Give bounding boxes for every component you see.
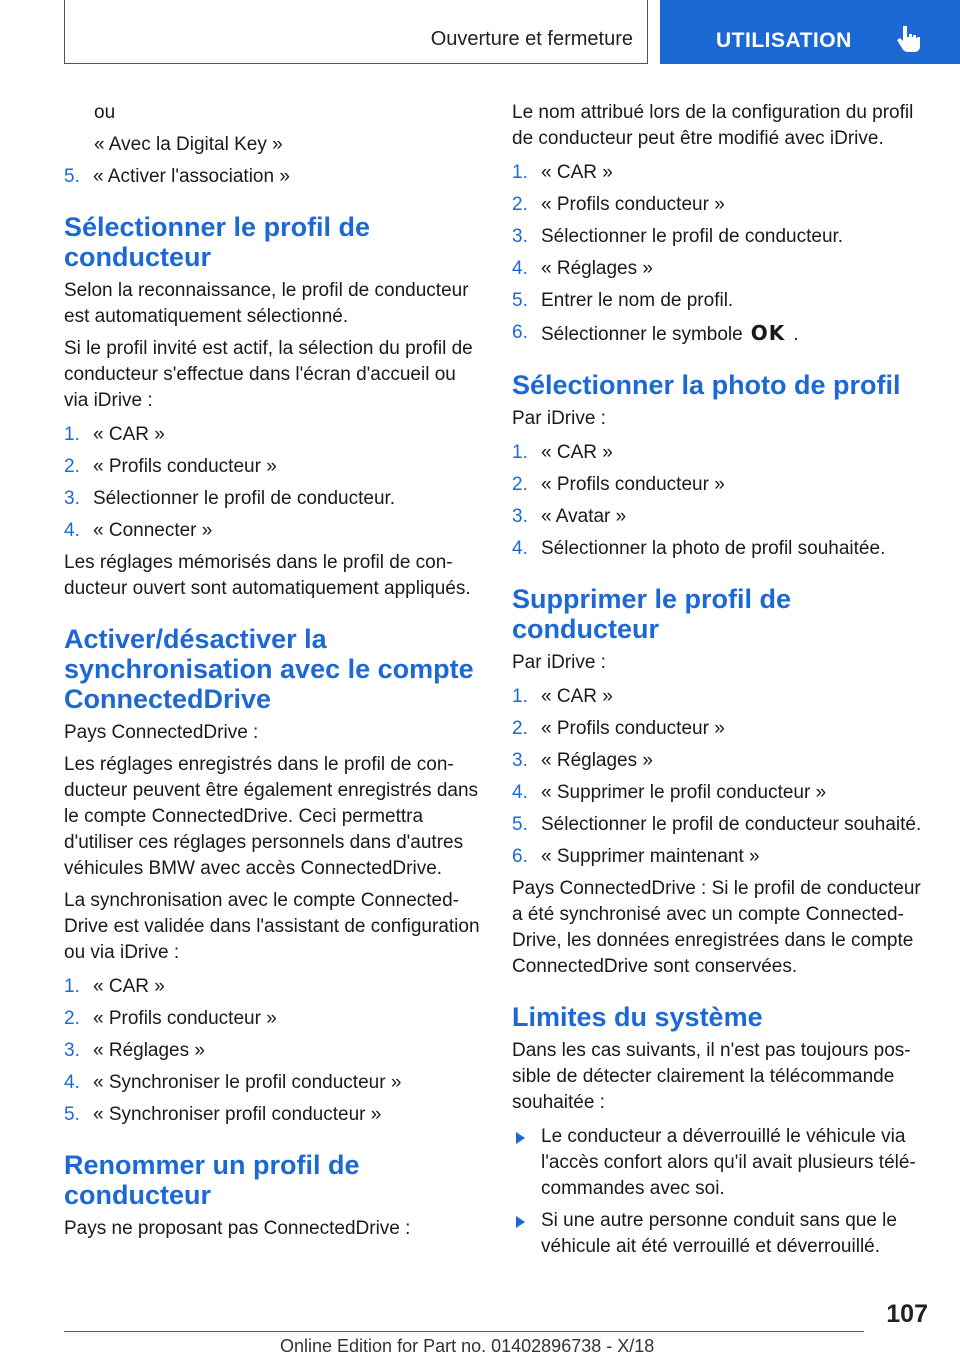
chapter-tab-label: UTILISATION (716, 29, 852, 52)
list-item: 4. « Connecter » (64, 520, 213, 541)
list-item: 4. Sélectionner la photo de profil souhaitée. (512, 538, 886, 559)
list-item: 3. « Réglages » (512, 750, 653, 771)
paragraph: Les réglages enregistrés dans le profil de con‐ducteur peuvent être également enregistrés dans le compte ConnectedDrive. Ceci permettra d'utiliser ces réglages personnels dans d'autres véhicules BMW avec accès ConnectedDrive. (64, 754, 479, 879)
list-item: 5. Entrer le nom de profil. (512, 290, 734, 311)
paragraph: Pays ne proposant pas ConnectedDrive : (64, 1218, 411, 1239)
paragraph: Pays ConnectedDrive : (64, 722, 259, 743)
list-item: 4. « Supprimer le profil conducteur » (512, 782, 827, 803)
list-item: 4. « Réglages » (512, 258, 653, 279)
intro-step-5 (64, 164, 480, 190)
page-number: 107 (886, 1300, 928, 1328)
heading-delete-profile: Supprimer le profil de conducteur (512, 584, 792, 644)
list-item: 3. Sélectionner le profil de conducteur. (512, 226, 844, 247)
heading-rename-profile: Renommer un profil de conducteur (64, 1150, 360, 1210)
intro-or: ou (94, 102, 116, 123)
heading-select-profile: Sélectionner le profil de conducteur (64, 212, 371, 272)
step-number: 5. (64, 166, 80, 187)
paragraph: Dans les cas suivants, il n'est pas toujours pos‐sible de détecter clairement la télécommande souhaitée : (512, 1040, 911, 1113)
pointing-hand-icon (894, 24, 924, 54)
list-item: 2. « Profils conducteur » (512, 474, 725, 495)
list-item: 4. « Synchroniser le profil conducteur » (64, 1072, 402, 1093)
paragraph: Si le profil invité est actif, la sélection du profil de conducteur s'effectue dans l'écran d'accueil ou via iDrive : (64, 338, 473, 411)
heading-profile-photo: Sélectionner la photo de profil (512, 370, 901, 400)
bullets-limits (512, 1124, 928, 1260)
list-item: Le conducteur a déverrouillé le véhicule via l'accès confort alors qu'il avait plusieurs télé‐commandes avec soi. (512, 1124, 928, 1202)
list-item: 3. « Réglages » (64, 1040, 205, 1061)
paragraph: La synchronisation avec le compte Connected‐Drive est validée dans l'assistant de configuration ou via iDrive : (64, 890, 480, 963)
step-text: « Activer l'association » (93, 166, 290, 187)
page-header (0, 0, 960, 66)
steps-sync (64, 974, 480, 1128)
section-title: Ouverture et fermeture (430, 28, 633, 50)
list-item: 6. « Supprimer maintenant » (512, 846, 760, 867)
list-item: 3. Sélectionner le profil de conducteur. (64, 488, 396, 509)
list-item: Si une autre personne conduit sans que le véhicule ait été verrouillé et déverrouillé. (512, 1208, 928, 1260)
chapter-tab (660, 0, 960, 64)
list-item: 2. « Profils conducteur » (512, 194, 725, 215)
list-item: 1. « CAR » (512, 686, 613, 707)
list-item: 3. « Avatar » (512, 506, 627, 527)
list-item: 5. « Synchroniser profil conducteur » (64, 1104, 382, 1125)
list-item: 2. « Profils conducteur » (512, 718, 725, 739)
paragraph: Par iDrive : (512, 652, 606, 673)
footer-edition: Online Edition for Part no. 01402896738 - X/18 (280, 1336, 655, 1356)
list-item: 1. « CAR » (512, 442, 613, 463)
list-item: 2. « Profils conducteur » (64, 1008, 277, 1029)
paragraph: Par iDrive : (512, 408, 606, 429)
ok-symbol-icon: OK (750, 321, 786, 345)
triangle-bullet-icon (516, 1132, 525, 1144)
list-item: 1. « CAR » (64, 424, 165, 445)
list-item: 6. Sélectionner le symbole OK . (512, 321, 799, 345)
heading-system-limits: Limites du système (512, 1002, 763, 1032)
right-column (512, 100, 928, 1266)
section-box (64, 0, 648, 64)
list-item: 2. « Profils conducteur » (64, 456, 277, 477)
list-item: 1. « CAR » (64, 976, 165, 997)
footer-divider (64, 1331, 864, 1332)
triangle-bullet-icon (516, 1216, 525, 1228)
paragraph: Les réglages mémorisés dans le profil de con‐ducteur ouvert sont automatiquement appliqués. (64, 552, 471, 599)
steps-delete (512, 684, 928, 870)
steps-select-profile (64, 422, 480, 544)
left-column (64, 100, 480, 1248)
paragraph: Selon la reconnaissance, le profil de conducteur est automatiquement sélectionné. (64, 280, 469, 327)
list-item: 5. Sélectionner le profil de conducteur souhaité. (512, 814, 922, 835)
heading-sync: Activer/désactiver la synchronisation avec le compte ConnectedDrive (64, 624, 474, 714)
list-item: 1. « CAR » (512, 162, 613, 183)
paragraph: Pays ConnectedDrive : Si le profil de conducteur a été synchronisé avec un compte Connected‐Drive, les données enregistrées dans le compte ConnectedDrive sont conservées. (512, 878, 921, 977)
paragraph: Le nom attribué lors de la configuration du profil de conducteur peut être modifié avec iDrive. (512, 102, 914, 149)
steps-rename (512, 160, 928, 348)
intro-digital-key: « Avec la Digital Key » (94, 134, 283, 155)
steps-photo (512, 440, 928, 562)
